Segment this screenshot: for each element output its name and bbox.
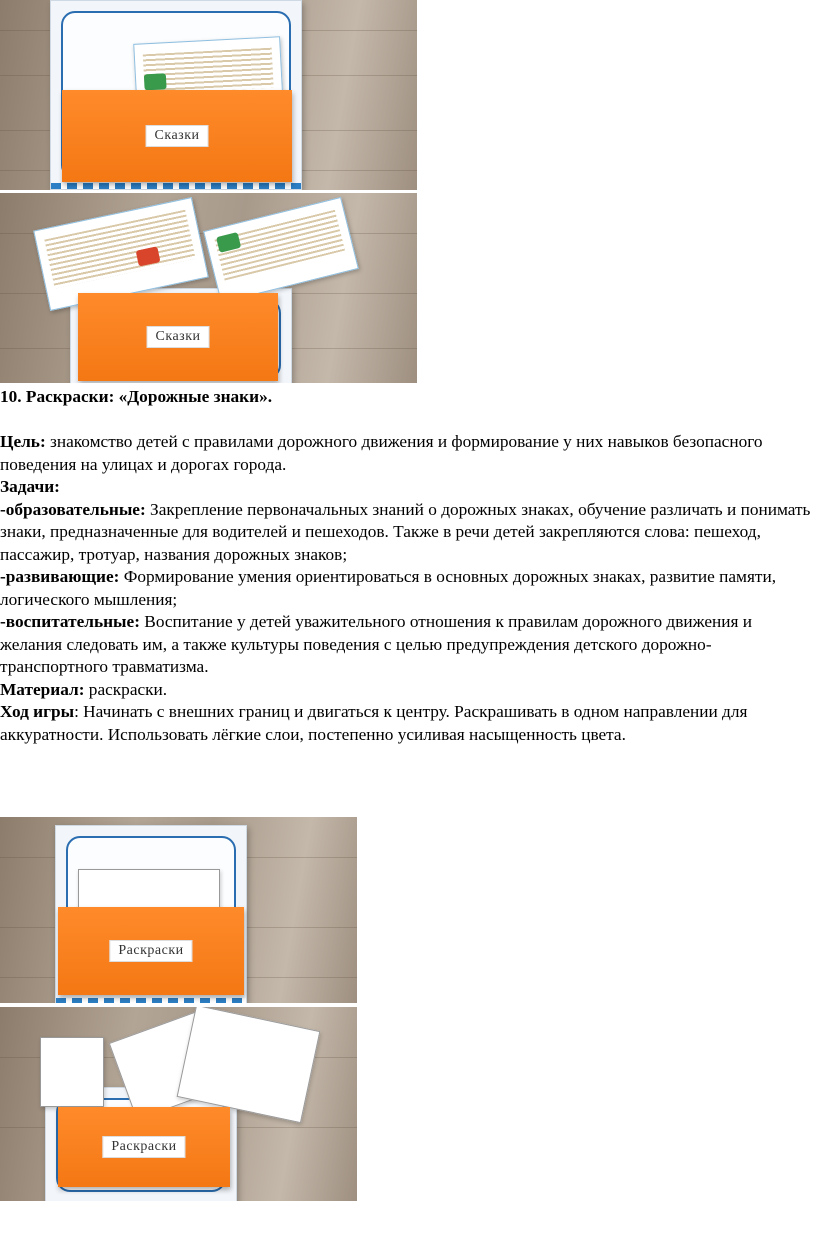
- goal-label: Цель:: [0, 432, 46, 451]
- task-upbringing: -воспитательные: Воспитание у детей уважительного отношения к правилам дорожного движения и желания следовать им, а также культуры поведения с целью предупреждения детского дорожно-транспортного травматизма.: [0, 612, 753, 676]
- envelope-label: Сказки: [147, 326, 210, 348]
- orange-envelope: [58, 1107, 230, 1187]
- photo-skazki-folder: [0, 0, 417, 383]
- photo-coloring-folder: [0, 817, 357, 1201]
- task-educational: -образовательные: Закрепление первоначальных знаний о дорожных знаках, обучение различать и понимать знаки, предназначенные для водителей и пешеходов. Также в речи детей закрепляются слова: пешеход, пассажир, тротуар, названия дорожных знаков;: [0, 499, 811, 564]
- envelope-label: Сказки: [146, 125, 209, 147]
- game-heading: 10. Раскраски: «Дорожные знаки».: [0, 387, 273, 406]
- goal-text: знакомство детей с правилами дорожного движения и формирование у них навыков безопасного поведения на улицах и дорогах города.: [0, 432, 763, 474]
- envelope-label: Раскраски: [109, 940, 192, 962]
- traffic-light-sheet: [40, 1037, 104, 1107]
- envelope-label: Раскраски: [102, 1136, 185, 1158]
- goal-paragraph: [0, 431, 816, 476]
- tasks-label: Задачи:: [0, 477, 60, 496]
- material-paragraph: Материал: раскраски.: [0, 679, 168, 699]
- task-developmental: -развивающие: Формирование умения ориентироваться в основных дорожных знаках, развитие памяти, логического мышления;: [0, 567, 777, 609]
- fairy-tale-card: [203, 197, 359, 303]
- procedure-paragraph: Ход игры: Начинать с внешних границ и двигаться к центру. Раскрашивать в одном направлении для аккуратности. Использовать лёгкие слои, постепенно усиливая насыщенность цвета.: [0, 702, 748, 744]
- photo-frame-lower: [0, 193, 417, 383]
- orange-envelope: [78, 293, 278, 381]
- orange-envelope: [62, 90, 292, 182]
- photo-frame-upper: [0, 0, 417, 190]
- photo-frame-upper: [0, 817, 357, 1003]
- game-description: [0, 386, 816, 746]
- photo-frame-lower: [0, 1007, 357, 1201]
- orange-envelope: [58, 907, 244, 995]
